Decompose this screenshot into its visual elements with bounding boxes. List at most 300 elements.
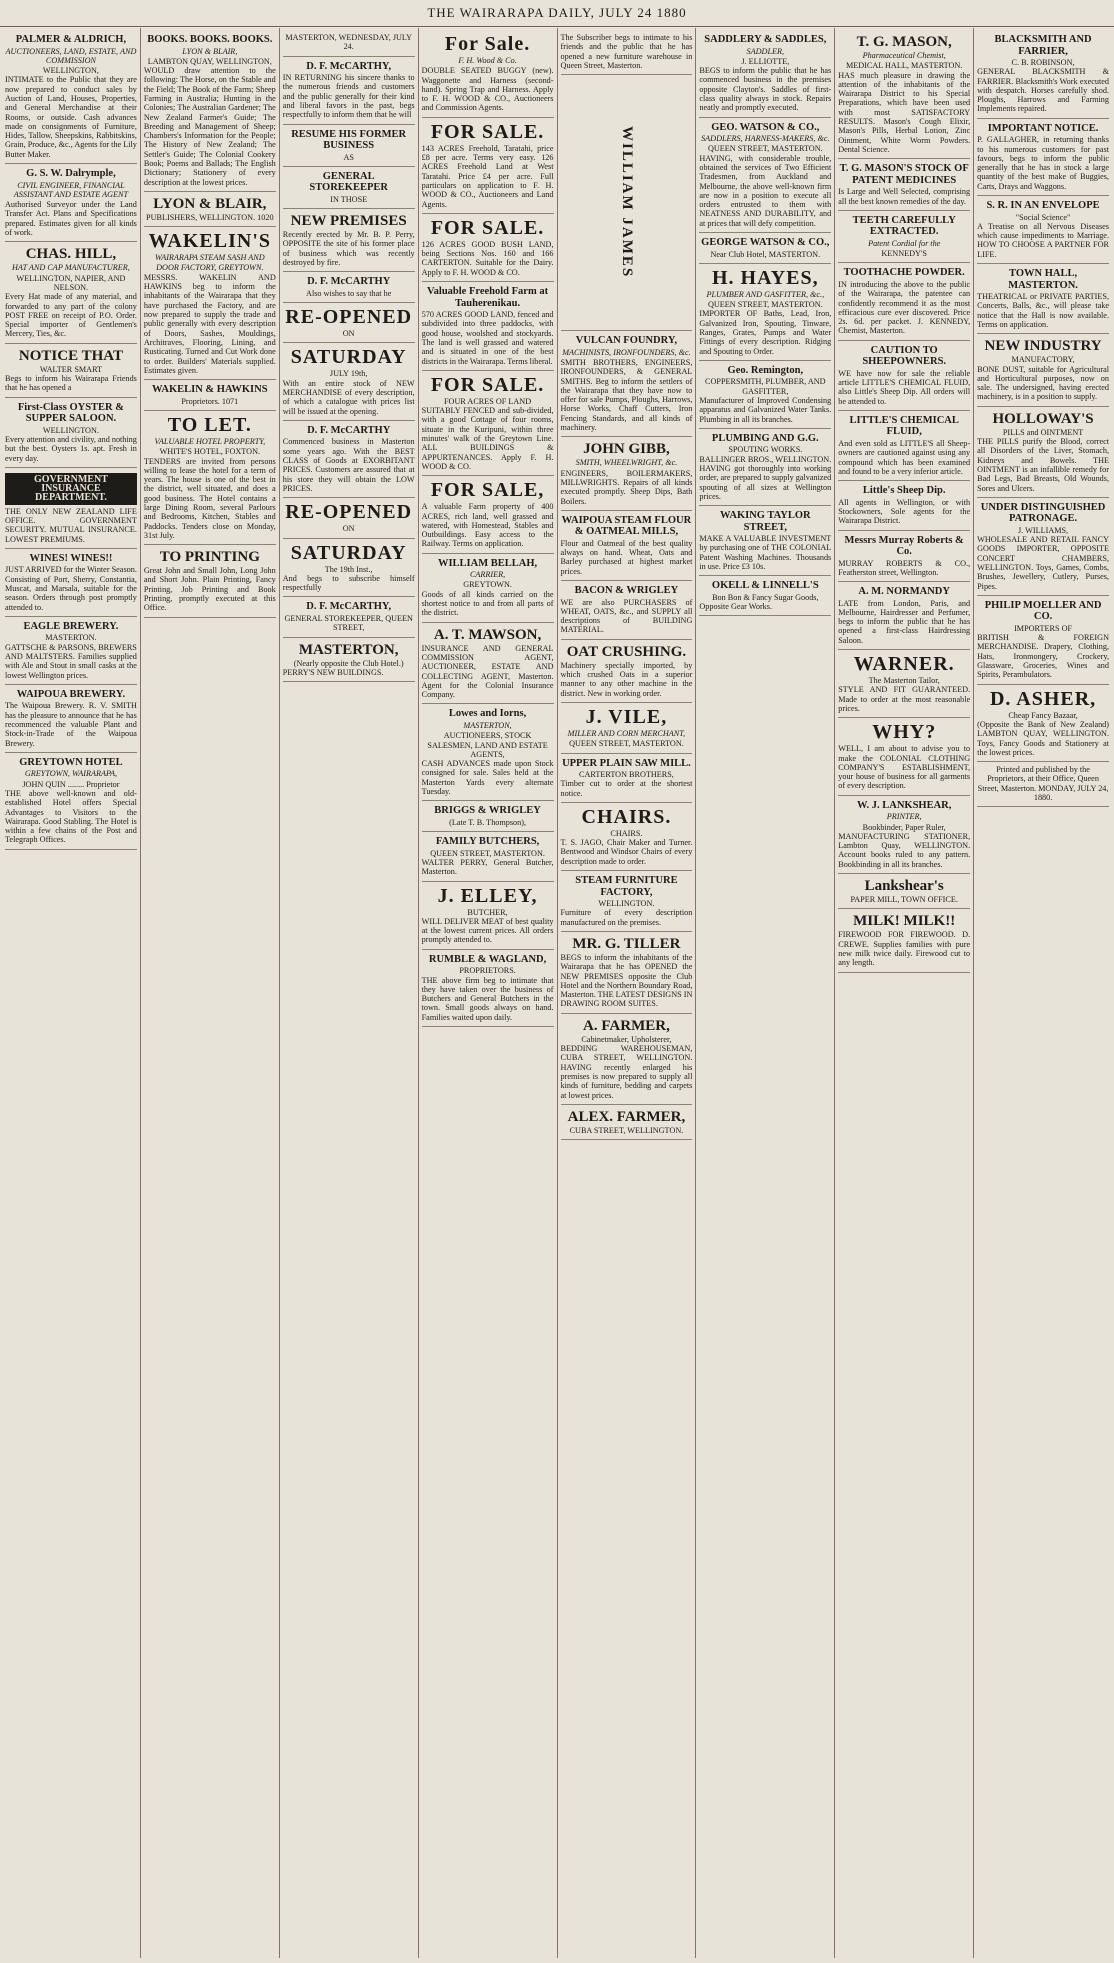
ad-line: KENNEDY'S bbox=[881, 249, 927, 259]
ad-line: BUTCHER, bbox=[467, 907, 508, 917]
ad-body: Great John and Small John, Long John and Short John. Plain Printing, Fancy Printing, Job Printing and Book Printing, promptly executed at this Office. bbox=[143, 566, 276, 613]
ad-body: (Opposite the Bank of New Zealand) LAMBTON QUAY, WELLINGTON. Toys, Fancy Goods and Stationery at the lowest prices. bbox=[977, 719, 1109, 757]
ad-heading: GENERAL STOREKEEPER bbox=[309, 170, 388, 194]
advertisement bbox=[5, 344, 137, 398]
ad-body: WOULD draw attention to the following: The Horse, on the Stable and the Field; The Book of the Farm; Sheep Farming in Australia; Hunting in the Colonies; The Australian Gardener; The New Zealand Farmer's Guide; The Breeding and Management of Sheep; Chambers's Information for the People; The History of New Zealand; The Settler's Guide; The Colonial Cookery Book; Poems and Ballads; The English Dictionary; Stationery of every description at the lowest prices. bbox=[143, 66, 276, 187]
ad-heading: TO LET. bbox=[167, 413, 252, 436]
advertisement bbox=[838, 211, 970, 264]
ad-heading: T. G. MASON'S STOCK OF PATENT MEDICINES bbox=[839, 163, 969, 186]
ad-line: The Masterton Tailor, bbox=[868, 676, 940, 686]
ad-heading: Messrs Murray Roberts & Co. bbox=[844, 534, 964, 557]
ad-subheading: SADDLER, bbox=[746, 46, 785, 56]
ad-heading: CAUTION TO SHEEPOWNERS. bbox=[862, 344, 947, 368]
ad-subheading: MACHINISTS, IRONFOUNDERS, &c. bbox=[562, 347, 691, 357]
advertisement bbox=[838, 341, 970, 411]
ad-heading: SADDLERY & SADDLES, bbox=[704, 34, 827, 45]
ad-body: BONE DUST, suitable for Agricultural and Horticultural purposes, now on sale. The undersigned, having erected machinery, is in a position to supply. bbox=[977, 364, 1109, 402]
advertisement bbox=[838, 159, 970, 211]
ad-heading: JOHN GIBB, bbox=[583, 441, 670, 458]
ad-body: MESSRS. WAKELIN AND HAWKINS beg to inform the inhabitants of the Wairarapa that they have purchased the Factory, and are now prepared to supply the trade and public generally with every description of Doors, Sashes, Mouldings, Architraves, Flooring, Lining, and Rusticating. Turned and Cut Work done to order. Builders' Materials supplied. Estimates given. bbox=[143, 272, 276, 375]
ad-body: And begs to subscribe himself respectfully bbox=[282, 573, 415, 593]
ad-heading: NEW INDUSTRY bbox=[984, 338, 1102, 355]
ad-body: TENDERS are invited from persons willing to lease the hotel for a term of years. The house is one of the best in the district, well situated, and does a good business. The Hotel contains a large Dining Room, several Parlours and Bedrooms, Kitchen, Stables and Paddocks. Tenders close on Monday, 31st July. bbox=[143, 456, 276, 540]
ad-line: LAMBTON QUAY, WELLINGTON, bbox=[147, 56, 272, 66]
ad-body: Recently erected by Mr. B. P. Perry, OPPOSITE the site of his former place of business which was recently destroyed by fire. bbox=[282, 230, 415, 268]
column-6 bbox=[696, 28, 835, 1958]
advertisement bbox=[283, 539, 415, 598]
ad-body: IMPORTER OF Baths, Lead, Iron, Galvanized Iron, Spouting, Tinware, Ranges, Grates, Pumps and Water Fittings of every description. Ridging and Spouting to Order. bbox=[699, 309, 832, 356]
advertisement bbox=[977, 685, 1109, 762]
ad-heading: A. FARMER, bbox=[583, 1017, 670, 1034]
advertisement bbox=[283, 421, 415, 498]
advertisement bbox=[5, 617, 137, 685]
column-4 bbox=[419, 28, 558, 1958]
ad-body: HAVING, with considerable trouble, obtained the services of Two Efficient Tradesmen, from Auckland and Melbourne, the above well-known firm are now in a position to execute all orders entrusted to them with NEATNESS AND DURABILITY, and at prices that will defy competition. bbox=[699, 153, 832, 228]
advertisement bbox=[283, 597, 415, 637]
ad-body: Begs to inform his Wairarapa Friends that he has opened a bbox=[5, 374, 137, 393]
ad-line: CUBA STREET, WELLINGTON. bbox=[569, 1125, 684, 1135]
ad-heading: PALMER & ALDRICH, bbox=[15, 34, 127, 45]
ad-heading: J. VILE, bbox=[585, 705, 668, 728]
ad-heading: NOTICE THAT bbox=[18, 347, 123, 364]
ad-heading: Valuable Freehold Farm at Tauherenikau. bbox=[427, 286, 549, 309]
advertisement bbox=[561, 75, 693, 331]
section-banner: GOVERNMENT INSURANCE DEPARTMENT. bbox=[5, 473, 137, 505]
advertisement bbox=[977, 334, 1109, 406]
ad-heading: WAKELIN & HAWKINS bbox=[152, 384, 268, 396]
advertisement bbox=[283, 30, 415, 57]
ad-body: BEDDING WAREHOUSEMAN, CUBA STREET, WELLINGTON. HAVING recently enlarged his premises is now prepared to supply all kinds of furniture, bedding and carpets at lowest prices. bbox=[560, 1044, 693, 1100]
ad-body: 570 ACRES GOOD LAND, fenced and subdivided into three paddocks, with good house, woolshed and stockyards. The land is well grassed and watered and is situated in one of the best districts in the Wairarapa. Terms liberal. bbox=[421, 310, 554, 366]
advertisement bbox=[838, 531, 970, 583]
ad-heading: RESUME HIS FORMER BUSINESS bbox=[291, 128, 407, 152]
advertisement bbox=[838, 874, 970, 909]
ad-heading: BLACKSMITH AND FARRIER, bbox=[994, 34, 1092, 57]
ad-line: AS bbox=[343, 152, 354, 162]
advertisement bbox=[422, 882, 554, 950]
advertisement bbox=[561, 331, 693, 437]
ad-line: Near Club Hotel, MASTERTON. bbox=[710, 249, 821, 259]
ad-body: IN introducing the above to the public of the Wairarapa, the patentee can confidently recommend it as the most efficacious cure ever discovered. Price 2s. 6d. per packet. J. KENNEDY, Chemist, Masterton. bbox=[838, 279, 971, 336]
advertisement bbox=[283, 125, 415, 167]
ad-body: And even sold as LITTLE'S all Sheep-owners are cautioned against using any compound which has been examined and found to be a very inferior article. bbox=[838, 438, 971, 476]
ad-body: SMITH BROTHERS, ENGINEERS, IRONFOUNDERS, & GENERAL SMITHS. Beg to inform the settlers of the Wairarapa that they have now to offer for sale Pumps, Ploughs, Harrows, Horse Works, Chaff Cutters, Iron Fencing Standards, and all kinds of machinery. bbox=[560, 357, 693, 433]
ad-body: Goods of all kinds carried on the shortest notice to and from all parts of the district. bbox=[421, 589, 554, 618]
ad-heading: WILLIAM BELLAH, bbox=[437, 557, 538, 569]
advertisement bbox=[422, 832, 554, 881]
ad-body: Opposite Gear Works. bbox=[699, 602, 773, 612]
ad-subheading: MASTERTON, bbox=[463, 720, 512, 730]
ad-line: COPPERSMITH, PLUMBER, AND GASFITTER, bbox=[705, 377, 826, 396]
ad-heading: STEAM FURNITURE FACTORY, bbox=[575, 875, 678, 898]
ad-body: BEGS to inform the inhabitants of the Wairarapa that he has OPENED the NEW PREMISES opposite the Club Hotel and the Northern Boundary Road, Masterton. THE LATEST DESIGNS IN DRAWING ROOM SUITES. bbox=[560, 952, 693, 1009]
advertisement bbox=[144, 545, 276, 617]
ad-heading: ALEX. FARMER, bbox=[567, 1108, 686, 1125]
ad-heading: Lowes and Iorns, bbox=[448, 708, 527, 720]
masthead: THE WAIRARAPA DAILY, JULY 24 1880 bbox=[0, 0, 1114, 27]
ad-subheading: Pharmaceutical Chemist, bbox=[862, 51, 946, 60]
ad-body: THE PILLS purify the Blood, correct all Disorders of the Liver, Stomach, Kidneys and Bowels. THE OINTMENT is an infallible remedy for Bad Legs, Bad Breasts, Old Wounds, Sores and Ulcers. bbox=[977, 437, 1109, 493]
ad-heading: TEETH CAREFULLY EXTRACTED. bbox=[852, 214, 956, 238]
ad-line: ON bbox=[342, 329, 355, 339]
ad-body: PERRY'S NEW BUILDINGS. bbox=[282, 667, 384, 677]
advertisement bbox=[144, 380, 276, 411]
advertisement bbox=[838, 30, 970, 159]
ad-heading: J. ELLEY, bbox=[437, 884, 538, 907]
advertisement bbox=[144, 192, 276, 227]
ad-body: The Subscriber begs to intimate to his friends and the public that he has opened a new furniture warehouse in Queen Street, Masterton. bbox=[560, 33, 693, 70]
ad-body: FIREWOOD FOR FIREWOOD. D. CREWE. Supplies families with pure new milk twice daily. Firewood cut to any length. bbox=[838, 930, 971, 968]
ad-body: All agents in Wellington, or with Stockowners, Sole agents for the Wairarapa District. bbox=[838, 497, 971, 526]
ad-heading: WAIPOUA STEAM FLOUR & OATMEAL MILLS, bbox=[561, 514, 692, 538]
ad-line: MEDICAL HALL, MASTERTON. bbox=[845, 61, 963, 71]
advertisement bbox=[422, 118, 554, 214]
ad-body: 126 ACRES GOOD BUSH LAND, being Sections Nos. 160 and 166 CARTERTON. Suitable for the Dairy. Apply to F. H. WOOD & CO. bbox=[421, 239, 554, 277]
ad-heading: RE-OPENED bbox=[285, 501, 413, 524]
ad-body: A Treatise on all Nervous Diseases which cause impediments to Marriage. HOW TO CHOOSE A PARTNER FOR LIFE. bbox=[977, 221, 1109, 259]
ad-body: WALTER PERRY, General Butcher, Masterton. bbox=[421, 857, 554, 877]
advertisement bbox=[699, 506, 831, 576]
ad-body: MURRAY ROBERTS & CO., Featherston street, Wellington. bbox=[838, 558, 971, 577]
ad-line: WELLINGTON, NAPIER, AND NELSON. bbox=[16, 273, 126, 292]
ad-line: CARTERTON BROTHERS, bbox=[579, 770, 674, 779]
ad-heading: WAIPOUA BREWERY. bbox=[16, 688, 126, 700]
ad-line: GENERAL STOREKEEPER, QUEEN STREET, bbox=[284, 613, 413, 633]
ad-line: (Late T. B. Thompson), bbox=[449, 817, 526, 827]
advertisement bbox=[144, 227, 276, 380]
advertisement bbox=[561, 703, 693, 754]
ad-heading: D. F. McCARTHY bbox=[307, 424, 391, 436]
ad-heading: BOOKS. BOOKS. BOOKS. bbox=[147, 34, 273, 45]
ad-heading: First-Class OYSTER & SUPPER SALOON. bbox=[17, 401, 125, 425]
advertisement bbox=[977, 498, 1109, 596]
advertisement bbox=[422, 214, 554, 282]
advertisement bbox=[838, 650, 970, 718]
ad-body: 143 ACRES Freehold, Taratahi, price £8 per acre. Terms very easy. 126 ACRES Freehold Land at West Taratahi. Price £4 per acre. Full particulars on application to F. H. WOOD & CO., Auctioneers and Land Agents. bbox=[421, 143, 554, 209]
ad-body: Timber cut to order at the shortest notice. bbox=[560, 779, 693, 798]
ad-heading: RE-OPENED bbox=[285, 306, 413, 329]
advertisement bbox=[699, 361, 831, 429]
advertisement bbox=[5, 30, 137, 164]
ad-line: Bon Bon & Fancy Sugar Goods, bbox=[712, 592, 819, 602]
ad-heading: FAMILY BUTCHERS, bbox=[435, 836, 540, 848]
ad-heading: WAKING TAYLOR STREET, bbox=[720, 510, 811, 533]
ad-line: JULY 19th, bbox=[329, 369, 368, 379]
ad-heading: CHAS. HILL, bbox=[25, 246, 117, 263]
ad-body: P. GALLAGHER, in returning thanks to his numerous customers for past favours, begs to inform the public generally that he has in stock a large quantity of the best make of Buggies, Carts, Drays and Waggons. bbox=[977, 135, 1109, 191]
advertisement bbox=[283, 272, 415, 303]
dateline: Printed and published by the Proprietors, at their Office, Queen Street, Masterton. MONDAY, JULY 24, 1880. bbox=[977, 765, 1109, 803]
advertisement bbox=[5, 398, 137, 468]
ad-subheading: LYON & BLAIR, bbox=[182, 46, 238, 56]
ad-body: MANUFACTURING STATIONER, Lambton Quay, WELLINGTON. Account books ruled to any pattern. Bookbinding in all its branches. bbox=[838, 831, 971, 869]
ad-line: IN THOSE bbox=[330, 194, 368, 204]
ad-heading: MILK! MILK!! bbox=[853, 913, 956, 930]
ad-subheading: PLUMBER AND GASFITTER, &c., bbox=[706, 289, 825, 299]
ad-body: BRITISH & FOREIGN MERCHANDISE. Drapery, Clothing, Hats, Ironmongery, Crockery, Glassware, Groceries, Wines and Spirits, Perambulators. bbox=[977, 633, 1109, 680]
advertisement bbox=[422, 282, 554, 371]
ad-body: Authorised Surveyor under the Land Transfer Act. Plans and Specifications prepared. Estimates given for all kinds of work. bbox=[5, 200, 137, 238]
advertisement bbox=[422, 371, 554, 476]
ad-heading: SATURDAY bbox=[290, 541, 407, 564]
ad-line: MASTERTON. bbox=[45, 633, 97, 643]
ad-body: GATTSCHE & PARSONS, BREWERS AND MALTSTERS. Families supplied with Ale and Stout in small casks at the lowest Wellington prices. bbox=[5, 642, 137, 680]
ad-line: Proprietors. 1071 bbox=[181, 396, 239, 406]
ad-line: The 19th Inst., bbox=[324, 564, 373, 574]
ad-line: FOUR ACRES OF LAND bbox=[444, 396, 532, 406]
advertisement bbox=[699, 429, 831, 506]
advertisement bbox=[977, 196, 1109, 264]
ad-line: IMPORTERS OF bbox=[1014, 623, 1073, 633]
ad-line: PILLS and OINTMENT bbox=[1002, 427, 1084, 437]
ad-body: CASH ADVANCES made upon Stock consigned for sale. Sales held at the Masterton Yards every alternate Tuesday. bbox=[421, 759, 554, 797]
ad-body: Commenced business in Masterton some years ago. With the BEST CLASS of Goods at EXORBITANT PRICES. Customers are assured that at his store they will obtain the LOW PRICES. bbox=[282, 437, 415, 493]
advertisement bbox=[561, 1014, 693, 1105]
ad-body: A valuable Farm property of 400 ACRES, rich land, well grassed and watered, with Homestead, Stables and Outbuildings. Easy access to the Railway. Terms on application. bbox=[421, 502, 554, 549]
ad-heading: D. F. McCARTHY, bbox=[306, 601, 392, 613]
ad-subheading: MILLER AND CORN MERCHANT, bbox=[567, 728, 686, 738]
ad-line: WELLINGTON. bbox=[598, 899, 655, 909]
ad-body: THE above firm beg to intimate that they have taken over the business of Butchers and General Butchers in the town. Small goods always on hand. Families waited upon daily. bbox=[421, 975, 554, 1022]
ad-heading: FOR SALE, bbox=[430, 479, 545, 502]
ad-heading: Geo. Remington, bbox=[727, 364, 804, 376]
ad-body: THE ONLY NEW ZEALAND LIFE OFFICE. GOVERNMENT SECURITY. MUTUAL INSURANCE. LOWEST PREMIUMS. bbox=[5, 506, 137, 544]
ad-body: ENGINEERS, BOILERMAKERS, MILLWRIGHTS. Repairs of all kinds executed promptly. Sheep Dips, Bath Boilers. bbox=[560, 468, 693, 506]
ad-line: QUEEN STREET, MASTERTON. bbox=[707, 300, 823, 310]
ad-heading: TOWN HALL, MASTERTON. bbox=[1008, 268, 1078, 291]
ad-body: DOUBLE SEATED BUGGY (new). Waggonette and Harness (second-hand). Spring Trap and Harness. Apply to F. H. WOOD & CO., Auctioneers and Commission Agents. bbox=[421, 66, 554, 113]
ad-heading: S. R. IN AN ENVELOPE bbox=[986, 200, 1100, 212]
ad-heading: CHAIRS. bbox=[581, 805, 672, 828]
ad-heading: GREYTOWN HOTEL bbox=[19, 756, 123, 768]
ad-body: HAS much pleasure in drawing the attention of the inhabitants of the Wairarapa District to his Special Preparations, which have been used with most SATISFACTORY RESULTS. Mason's Cough Elixir, Mason's Pills, Herbal Lotion, Zinc Ointment, White Worm Powders. Dental Science. bbox=[838, 70, 971, 154]
ad-line: PAPER MILL, TOWN OFFICE. bbox=[850, 895, 958, 905]
ad-heading: D. F. McCARTHY, bbox=[306, 60, 392, 72]
dateline: MASTERTON, WEDNESDAY, JULY 24. bbox=[285, 33, 413, 52]
ad-line: SPOUTING WORKS. bbox=[728, 445, 803, 455]
ad-subheading: Patent Cordial for the bbox=[868, 238, 941, 248]
vertical-heading: WILLIAM JAMES bbox=[619, 126, 636, 279]
advertisement bbox=[144, 411, 276, 545]
column-5 bbox=[558, 28, 697, 1958]
ad-subheading: SMITH, WHEELWRIGHT, &c. bbox=[575, 458, 678, 468]
ad-line: MANUFACTORY, bbox=[1011, 355, 1075, 365]
advertisement bbox=[838, 411, 970, 481]
ad-heading: BRIGGS & WRIGLEY bbox=[434, 805, 541, 817]
ad-heading: GEORGE WATSON & CO., bbox=[701, 237, 830, 249]
advertisement bbox=[561, 30, 693, 75]
ad-line: J. WILLIAMS, bbox=[1018, 525, 1069, 535]
advertisement bbox=[283, 209, 415, 272]
advertisement bbox=[144, 30, 276, 192]
advertisement bbox=[561, 754, 693, 803]
ad-subheading: AUCTIONEERS, LAND, ESTATE, AND COMMISSION bbox=[5, 46, 137, 65]
ad-heading: WHY? bbox=[872, 721, 937, 744]
advertisement bbox=[422, 476, 554, 553]
ad-heading: OAT CRUSHING. bbox=[566, 643, 687, 660]
advertisement bbox=[422, 554, 554, 623]
ad-heading: FOR SALE. bbox=[430, 216, 545, 239]
ad-heading: H. HAYES, bbox=[711, 266, 819, 289]
ad-heading: WAKELIN'S bbox=[148, 230, 271, 253]
ad-body: T. S. JAGO, Chair Maker and Turner. Bentwood and Windsor Chairs of every description made to order. bbox=[560, 838, 693, 866]
advertisement bbox=[283, 303, 415, 343]
advertisement bbox=[838, 718, 970, 795]
ad-subheading: F. H. Wood & Co. bbox=[458, 56, 517, 65]
ad-subheading: GREYTOWN, WAIRARAPA, bbox=[24, 769, 117, 779]
advertisement bbox=[5, 685, 137, 753]
ad-body: WE have now for sale the reliable article LITTLE'S CHEMICAL FLUID, also Little's Sheep Dip. All orders will be attended to. bbox=[838, 368, 971, 406]
ad-heading: A. M. NORMANDY bbox=[858, 586, 950, 598]
ad-line: Also wishes to say that he bbox=[306, 288, 392, 298]
ad-heading: Lankshear's bbox=[864, 878, 944, 895]
ad-body: SUITABLY FENCED and sub-divided, with a good Cottage of four rooms, situate in the Kuripuni, within three minutes' walk of the Greytown Line. ALL BUILDINGS & APPURTENANCES. Apply F. H. WOOD & CO. bbox=[421, 406, 554, 471]
advertisement bbox=[561, 640, 693, 703]
advertisement bbox=[422, 801, 554, 832]
ad-body: THE above well-known and old-established Hotel offers Special Advantages to Visitors to the Wairarapa. Good Stabling. The Hotel is within a few chains of the Post and Telegraph Offices. bbox=[5, 788, 137, 845]
advertisement bbox=[977, 407, 1109, 498]
advertisement bbox=[699, 118, 831, 233]
advertisement bbox=[561, 871, 693, 932]
advertisement bbox=[838, 796, 970, 874]
ad-body: WE are also PURCHASERS of WHEAT, OATS, &c., and SUPPLY all descriptions of BUILDING MATERIAL. bbox=[560, 597, 693, 635]
ad-line: QUEEN STREET, MASTERTON. bbox=[430, 848, 545, 858]
column-7 bbox=[835, 28, 974, 1958]
ad-heading: NEW PREMISES bbox=[290, 213, 407, 230]
ad-body: INSURANCE AND GENERAL COMMISSION AGENT, AUCTIONEER, ESTATE AND COLLECTING AGENT, Masterton. Agent for the Colonial Insurance Company. bbox=[421, 643, 554, 700]
advertisement bbox=[283, 343, 415, 420]
ad-heading: Little's Sheep Dip. bbox=[862, 485, 946, 497]
advertisement bbox=[283, 638, 415, 683]
ad-body: WELL, I am about to advise you to make the COLONIAL CLOTHING COMPANY'S ESTABLISHMENT, your house of business for all garments of every description. bbox=[838, 744, 971, 791]
ad-heading: A. T. MAWSON, bbox=[433, 626, 542, 643]
column-1 bbox=[2, 28, 141, 1958]
ad-heading: RUMBLE & WAGLAND, bbox=[428, 953, 547, 965]
advertisement bbox=[977, 762, 1109, 807]
ad-subheading: HAT AND CAP MANUFACTURER, bbox=[12, 263, 130, 273]
ad-body: WILL DELIVER MEAT of best quality at the lowest current prices. All orders promptly attended to. bbox=[421, 916, 554, 945]
ad-line: PUBLISHERS, WELLINGTON. 1020 bbox=[146, 212, 274, 222]
ad-subheading: CARRIER, bbox=[469, 570, 506, 580]
advertisement bbox=[283, 167, 415, 209]
ad-subheading: WAIRARAPA STEAM SASH AND DOOR FACTORY, GREYTOWN. bbox=[154, 253, 265, 272]
advertisement bbox=[561, 803, 693, 871]
ad-heading: WARNER. bbox=[853, 653, 955, 676]
ad-body: Every attention and civility, and nothing but the best. Oysters 1s. apt. Fresh in every day. bbox=[5, 434, 137, 463]
ad-body: GENERAL BLACKSMITH & FARRIER. Blacksmith's Work executed with despatch. Horses carefully shod. Ploughs, Harrows and Farming Implements repaired. bbox=[977, 67, 1109, 114]
ad-heading: T. G. MASON, bbox=[856, 34, 952, 50]
ad-heading: WINES! WINES!! bbox=[29, 552, 113, 564]
ad-heading: GEO. WATSON & CO., bbox=[711, 121, 820, 133]
ad-heading: SATURDAY bbox=[290, 346, 407, 369]
ad-line: "Social Science" bbox=[1015, 212, 1071, 222]
advertisement bbox=[977, 264, 1109, 334]
ad-body: Is Large and Well Selected, comprising all the best known remedies of the day. bbox=[838, 187, 971, 206]
ad-heading: MASTERTON, bbox=[298, 641, 399, 658]
newspaper-columns bbox=[2, 28, 1112, 1958]
ad-heading: FOR SALE. bbox=[430, 120, 545, 143]
advertisement bbox=[838, 481, 970, 530]
advertisement bbox=[699, 264, 831, 361]
column-3 bbox=[280, 28, 419, 1958]
ad-line: WALTER SMART bbox=[39, 364, 103, 374]
ad-body: LATE from London, Paris, and Melbourne, Hairdresser and Perfumer, begs to inform the public that he has opened a first-class Hairdressing Saloon. bbox=[838, 598, 971, 645]
ad-heading: For Sale. bbox=[444, 33, 531, 55]
ad-line: Cheap Fancy Bazaar, bbox=[1008, 710, 1078, 720]
ad-body: STYLE AND FIT GUARANTEED. Made to order at the most reasonable prices. bbox=[838, 685, 971, 713]
advertisement bbox=[5, 164, 137, 242]
ad-heading: FOR SALE. bbox=[430, 373, 545, 396]
ad-body: JUST ARRIVED for the Winter Season. Consisting of Port, Sherry, Constantia, Muscat, and Marsala, suitable for the season. Orders through post promptly attended to. bbox=[5, 565, 137, 612]
ad-heading: BACON & WRIGLEY bbox=[574, 585, 679, 597]
advertisement bbox=[422, 950, 554, 1027]
ad-body: Every Hat made of any material, and forwarded to any part of the colony POST FREE on receipt of P.O. Order. Special importer of Gentlemen's Mercery, Ties, &c. bbox=[5, 292, 137, 339]
advertisement bbox=[838, 582, 970, 650]
advertisement bbox=[5, 753, 137, 850]
advertisement bbox=[561, 437, 693, 510]
advertisement bbox=[699, 576, 831, 616]
ad-subheading: CIVIL ENGINEER, FINANCIAL ASSISTANT AND ESTATE AGENT bbox=[13, 180, 129, 199]
ad-line: WELLINGTON, bbox=[42, 66, 99, 76]
ad-heading: EAGLE BREWERY. bbox=[23, 620, 119, 632]
ad-line: (Nearly opposite the Club Hotel.) bbox=[293, 658, 404, 668]
ad-line: J. ELLIOTTE, bbox=[741, 56, 790, 66]
ad-line: WHITE'S HOTEL, FOXTON. bbox=[159, 447, 261, 457]
ad-heading: D. F. McCARTHY bbox=[307, 276, 391, 288]
ad-heading: LITTLE'S CHEMICAL FLUID, bbox=[849, 414, 959, 438]
ad-body: Machinery specially imported, by which crushed Oats in a superior manner to any other machine in the district. New in working order. bbox=[560, 660, 693, 698]
advertisement bbox=[561, 511, 693, 581]
ad-body: INTIMATE to the Public that they are now prepared to conduct sales by Auction of Land, Houses, Properties, and General Merchandise at their Rooms, or outside. Cash advances made on consignments of Furniture, Hides, Tallow, Sheepskins, Rabbitskins, Grain, Produce, &c., Agents for the Lily Butter Maker. bbox=[5, 75, 137, 159]
ad-line: Bookbinder, Paper Ruler, bbox=[862, 822, 946, 832]
ad-line: WELLINGTON. bbox=[42, 425, 99, 435]
advertisement bbox=[283, 57, 415, 125]
ad-heading: G. S. W. Dalrymple, bbox=[26, 168, 116, 180]
ad-heading: TOOTHACHE POWDER. bbox=[843, 267, 965, 279]
ad-heading: UNDER DISTINGUISHED PATRONAGE. bbox=[980, 501, 1106, 525]
ad-heading: PLUMBING AND G.G. bbox=[711, 432, 819, 444]
ad-line: JOHN QUIN ........ Proprietor bbox=[22, 779, 120, 789]
advertisement bbox=[838, 263, 970, 340]
ad-line: QUEEN STREET, MASTERTON. bbox=[707, 144, 823, 154]
ad-body: Furniture of every description manufactured on the premises. bbox=[560, 908, 693, 927]
advertisement bbox=[838, 909, 970, 972]
column-2 bbox=[141, 28, 280, 1958]
advertisement bbox=[977, 30, 1109, 119]
ad-heading: VULCAN FOUNDRY, bbox=[575, 335, 678, 347]
ad-heading: LYON & BLAIR, bbox=[153, 195, 267, 212]
ad-heading: TO PRINTING bbox=[159, 549, 260, 566]
ad-subheading: PRINTER, bbox=[886, 812, 922, 822]
advertisement bbox=[699, 30, 831, 118]
ad-body: The Waipoua Brewery. R. V. SMITH has the pleasure to announce that he has recommenced the valuable Plant and Stock-in-Trade of the Waipoua Brewery. bbox=[5, 701, 137, 748]
ad-line: QUEEN STREET, MASTERTON. bbox=[569, 739, 684, 749]
advertisement bbox=[5, 468, 137, 549]
ad-line: C. B. ROBINSON, bbox=[1011, 58, 1075, 67]
ad-subheading: SADDLERS, HARNESS-MAKERS, &c. bbox=[701, 134, 830, 144]
ad-body: IN RETURNING his sincere thanks to the numerous friends and customers and the public generally for their kind and liberal favors in the past, begs respectfully to inform them that he will bbox=[282, 73, 415, 120]
advertisement bbox=[422, 623, 554, 705]
ad-heading: OKELL & LINNELL'S bbox=[711, 580, 819, 592]
advertisement bbox=[977, 596, 1109, 685]
ad-heading: D. ASHER, bbox=[989, 687, 1097, 710]
ad-body: Manufacturer of Improved Condensing apparatus and Galvanized Water Tanks. Plumbing in all its branches. bbox=[699, 396, 832, 424]
ad-heading: W. J. LANKSHEAR, bbox=[856, 799, 952, 811]
advertisement bbox=[561, 932, 693, 1014]
ad-line: AUCTIONEERS, STOCK SALESMEN, LAND AND ESTATE AGENTS, bbox=[427, 731, 548, 759]
ad-body: BALLINGER BROS., WELLINGTON. HAVING got thoroughly into working order, are prepared to supply galvanized spouting of all sizes at Wellington prices. bbox=[699, 454, 832, 501]
ad-line: ON bbox=[342, 524, 355, 534]
